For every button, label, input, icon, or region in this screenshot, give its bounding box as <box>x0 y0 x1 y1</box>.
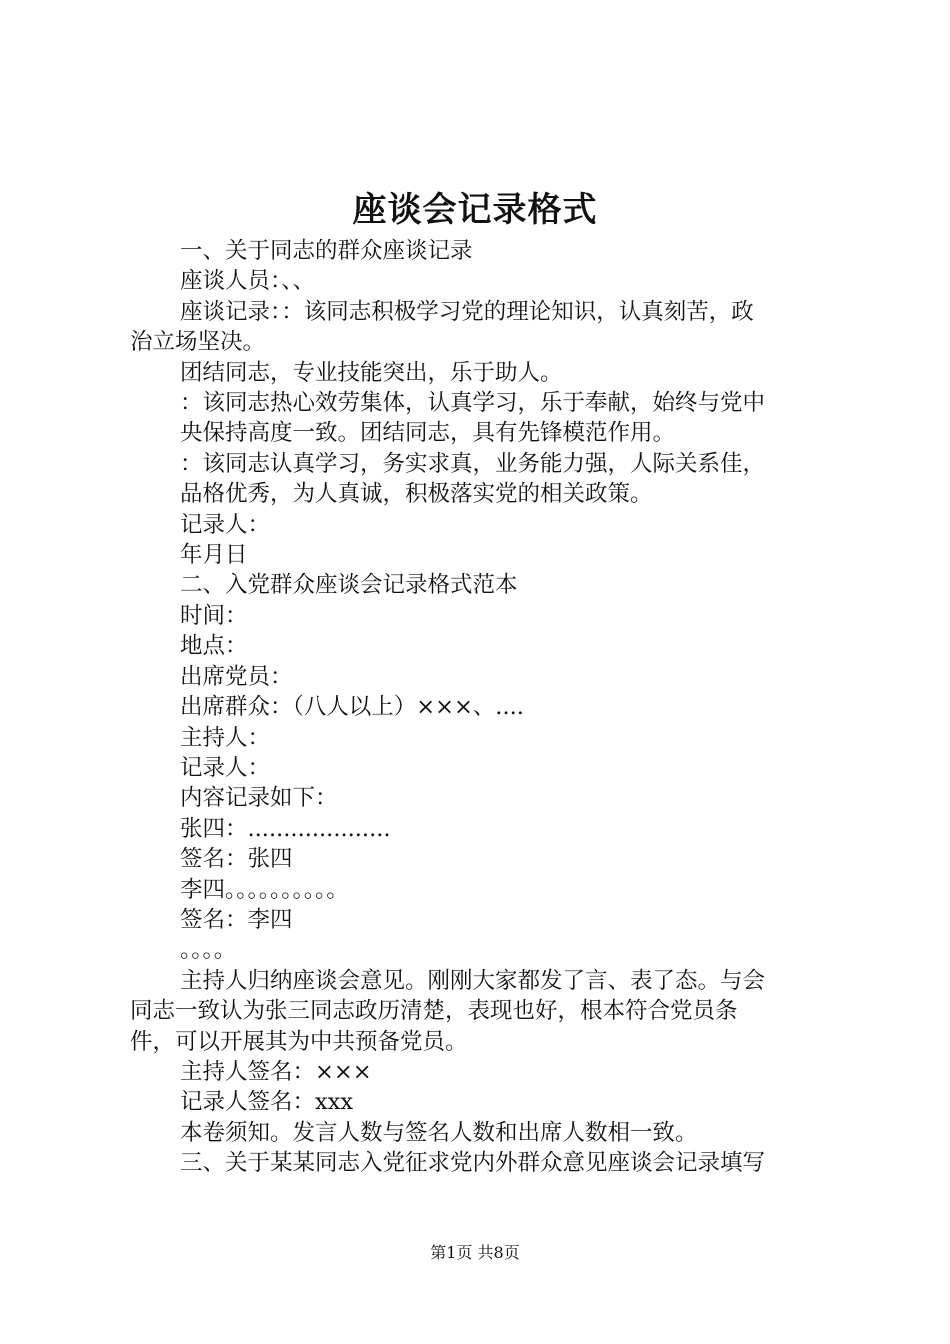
paragraph-line-continuation: 件，可以开展其为中共预备党员。 <box>130 1028 468 1055</box>
paragraph-line: 张四：.................... <box>180 815 391 842</box>
paragraph-line: 座谈记录：：该同志积极学习党的理论知识，认真刻苦，政 <box>180 298 754 325</box>
paragraph-line: 内容记录如下： <box>180 785 338 812</box>
document-title: 座谈会记录格式 <box>352 190 598 230</box>
document-body <box>130 236 835 1179</box>
paragraph-line: 签名：李四 <box>180 906 293 933</box>
section-heading-1: 一、关于同志的群众座谈记录 <box>180 238 473 264</box>
paragraph-line: 出席群众：（八人以上）×××、.... <box>180 694 524 721</box>
paragraph-line: 时间： <box>180 602 248 629</box>
paragraph-line: 地点： <box>180 633 248 660</box>
paragraph-line: 本卷须知。发言人数与签名人数和出席人数相一致。 <box>180 1119 698 1146</box>
paragraph-line: 主持人： <box>180 724 271 751</box>
section-heading-2: 二、入党群众座谈会记录格式范本 <box>180 572 518 599</box>
paragraph-line: 记录人： <box>180 511 271 538</box>
paragraph-line: 李四。。。。。。。。。。 <box>180 876 349 903</box>
paragraph-line: 央保持高度一致。团结同志，具有先锋模范作用。 <box>180 420 676 447</box>
page-number-footer: 第1页 共8页 <box>430 1243 520 1262</box>
paragraph-line: ：该同志热心效劳集体，认真学习，乐于奉献，始终与党中 <box>180 390 766 417</box>
paragraph-line: 团结同志，专业技能突出，乐于助人。 <box>180 359 563 386</box>
paragraph-line: 出席党员： <box>180 663 293 690</box>
paragraph-line: 主持人归纳座谈会意见。刚刚大家都发了言、表了态。与会 <box>180 967 766 994</box>
paragraph-line: ：该同志认真学习，务实求真，业务能力强，人际关系佳， <box>180 450 766 477</box>
paragraph-line: 主持人签名：××× <box>180 1058 372 1085</box>
section-heading-3: 三、关于某某同志入党征求党内外群众意见座谈会记录填写 <box>180 1150 766 1177</box>
paragraph-line-continuation: 治立场坚决。 <box>130 329 266 356</box>
paragraph-line-continuation: 同志一致认为张三同志政历清楚，表现也好，根本符合党员条 <box>130 998 738 1025</box>
paragraph-line: 签名：张四 <box>180 846 293 873</box>
paragraph-line: 。。。。 <box>180 937 237 964</box>
paragraph-line: 年月日 <box>180 542 248 569</box>
paragraph-line: 座谈人员：、、 <box>180 268 316 295</box>
paragraph-line: 记录人签名：xxx <box>180 1089 354 1116</box>
paragraph-line: 品格优秀，为人真诚，积极落实党的相关政策。 <box>180 481 653 508</box>
paragraph-line: 记录人： <box>180 754 271 781</box>
